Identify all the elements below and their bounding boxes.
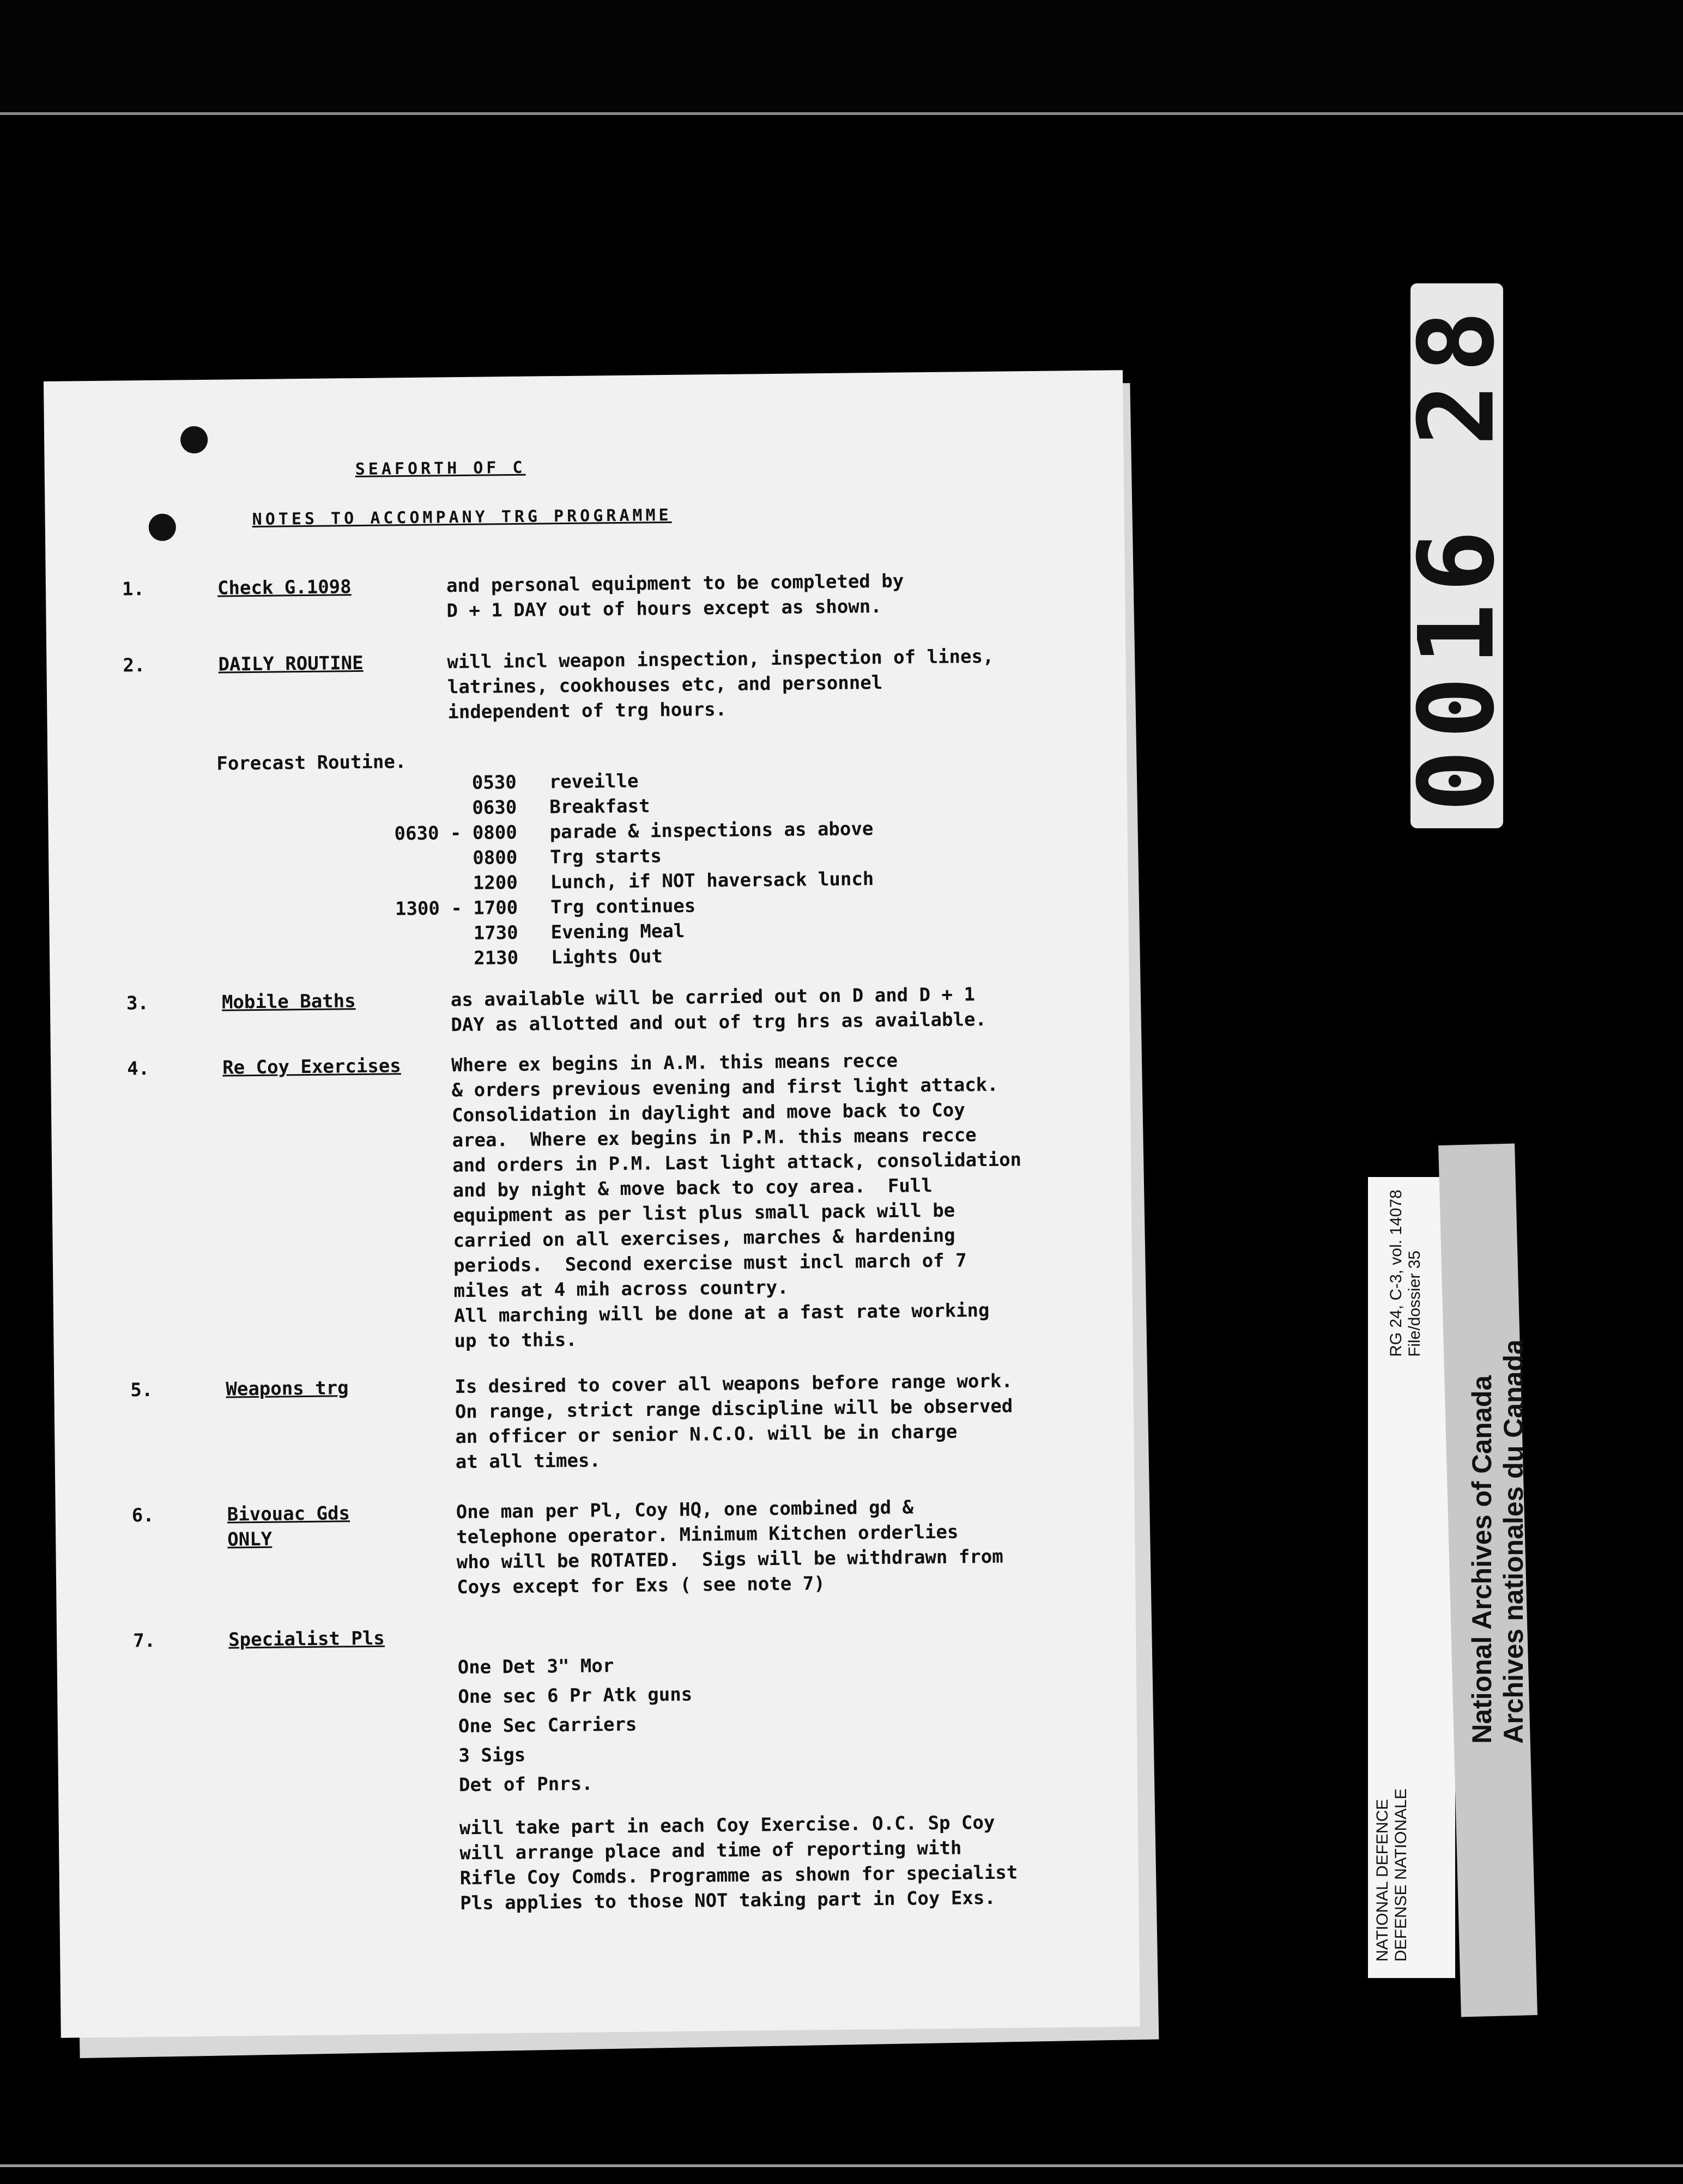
nd-line: DEFENSE NATIONALE bbox=[1392, 1788, 1410, 1962]
reference-line: File/dossier 35 bbox=[1406, 1250, 1424, 1357]
note-body bbox=[446, 567, 1101, 624]
routine-activity: parade & inspections as above bbox=[549, 818, 874, 844]
note-line: and personal equipment to be completed by bbox=[446, 570, 904, 597]
specialist-list-item: One Det 3" Mor bbox=[457, 1655, 614, 1679]
routine-time: 1200 bbox=[473, 871, 518, 894]
document-title: SEAFORTH OF C bbox=[355, 458, 526, 480]
specialist-list-item: 3 Sigs bbox=[458, 1744, 526, 1767]
note-item-6 bbox=[131, 1493, 1113, 1599]
routine-time: 0630 - 0800 bbox=[394, 821, 517, 845]
nac-line: National Archives of Canada bbox=[1467, 1375, 1497, 1744]
note-line: as available will be carried out on D and D + 1 bbox=[450, 984, 976, 1011]
note-line: carried on all exercises, marches & hardening bbox=[453, 1224, 955, 1252]
note-title: DAILY ROUTINE bbox=[218, 652, 364, 676]
note-line: Consolidation in daylight and move back to Coy bbox=[451, 1099, 965, 1127]
note-line: miles at 4 mih across country. bbox=[453, 1276, 789, 1302]
archive-reference bbox=[1387, 1190, 1424, 1357]
note-line: area. Where ex begins in P.M. this means recce bbox=[452, 1124, 977, 1152]
note-line: D + 1 DAY out of hours except as shown. bbox=[446, 595, 882, 622]
note-line: will incl weapon inspection, inspection of lines, bbox=[447, 645, 994, 674]
note-line: On range, strict range discipline will be observed bbox=[455, 1395, 1013, 1423]
note-number: 4. bbox=[127, 1058, 150, 1080]
note-line: Rifle Coy Comds. Programme as shown for specialist bbox=[459, 1861, 1018, 1890]
note-item-3 bbox=[126, 981, 1107, 1036]
note-number: 2. bbox=[123, 654, 146, 677]
forecast-routine-label: Forecast Routine. bbox=[216, 751, 407, 775]
note-number: 6. bbox=[131, 1504, 154, 1527]
note-title: Mobile Baths bbox=[221, 990, 356, 1014]
note-line: Pls applies to those NOT taking part in Coy Exs. bbox=[460, 1886, 996, 1915]
specialist-list-item: Det of Pnrs. bbox=[458, 1773, 593, 1797]
note-line: One man per Pl, Coy HQ, one combined gd & bbox=[456, 1496, 914, 1524]
routine-time: 1300 - 1700 bbox=[395, 896, 518, 920]
note-body bbox=[447, 643, 1101, 725]
note-body bbox=[451, 981, 1105, 1038]
note-title: Weapons trg bbox=[226, 1377, 349, 1400]
note-line: will take part in each Coy Exercise. O.C. Sp Coy bbox=[459, 1811, 995, 1840]
punch-hole-icon bbox=[149, 513, 177, 541]
document-page bbox=[44, 370, 1140, 2038]
note-title: Re Coy Exercises bbox=[222, 1055, 401, 1079]
note-item-4 bbox=[127, 1046, 1108, 1352]
specialist-list bbox=[458, 1648, 1113, 1803]
note-line: and orders in P.M. Last light attack, consolidation bbox=[452, 1149, 1022, 1177]
specialist-note bbox=[459, 1809, 1115, 1916]
note-body bbox=[456, 1493, 1111, 1600]
document-subtitle: NOTES TO ACCOMPANY TRG PROGRAMME bbox=[252, 505, 672, 530]
note-line: up to this. bbox=[454, 1328, 577, 1352]
note-number: 7. bbox=[133, 1629, 156, 1652]
top-rule bbox=[0, 112, 1683, 115]
reference-line: RG 24, C-3, vol. 14078 bbox=[1387, 1190, 1405, 1357]
nac-line: Archives nationales du Canada bbox=[1498, 1339, 1529, 1744]
bottom-rule bbox=[0, 2164, 1683, 2167]
national-archives-label bbox=[1466, 1339, 1529, 1744]
frame-number-stamp bbox=[1396, 283, 1517, 828]
note-item-5 bbox=[130, 1368, 1111, 1473]
note-line: independent of trg hours. bbox=[447, 698, 727, 724]
note-number: 5. bbox=[130, 1379, 153, 1402]
note-line: latrines, cookhouses etc, and personnel bbox=[447, 671, 883, 699]
routine-activity: Trg starts bbox=[549, 845, 662, 869]
note-line: equipment as per list plus small pack will be bbox=[452, 1199, 955, 1227]
routine-activity: Lunch, if NOT haversack lunch bbox=[550, 868, 874, 894]
note-item-2 bbox=[123, 643, 1104, 724]
note-body bbox=[455, 1368, 1110, 1475]
note-line: an officer or senior N.C.O. will be in charge bbox=[455, 1421, 958, 1448]
frame-number: 0016 28 bbox=[1396, 299, 1517, 812]
note-line: All marching will be done at a fast rate working bbox=[453, 1299, 990, 1327]
note-title: Specialist Pls bbox=[228, 1627, 385, 1651]
note-title: Bivouac Gds ONLY bbox=[227, 1502, 350, 1551]
specialist-list-item: One sec 6 Pr Atk guns bbox=[458, 1683, 693, 1708]
routine-activity: Breakfast bbox=[549, 795, 650, 818]
routine-time: 0800 bbox=[473, 846, 518, 869]
punch-hole-icon bbox=[180, 426, 208, 454]
note-line: telephone operator. Minimum Kitchen orderlies bbox=[456, 1521, 959, 1549]
note-line: and by night & move back to coy area. Full bbox=[452, 1175, 933, 1202]
note-item-7 bbox=[133, 1618, 1114, 1652]
routine-time: 0630 bbox=[472, 796, 517, 819]
note-line: & orders previous evening and first light attack. bbox=[451, 1073, 998, 1102]
routine-activity: Lights Out bbox=[550, 945, 663, 969]
note-body bbox=[451, 1046, 1109, 1354]
nd-line: NATIONAL DEFENCE bbox=[1373, 1799, 1391, 1962]
routine-time: 2130 bbox=[474, 947, 519, 969]
top-border bbox=[0, 0, 1683, 112]
note-line: Is desired to cover all weapons before range work. bbox=[455, 1370, 1013, 1398]
routine-time: 0530 bbox=[471, 771, 517, 794]
note-line: Where ex begins in A.M. this means recce bbox=[451, 1049, 898, 1077]
national-defence-label bbox=[1373, 1788, 1410, 1962]
routine-activity: reveille bbox=[549, 770, 639, 793]
specialist-list-item: One Sec Carriers bbox=[458, 1713, 637, 1738]
note-line: who will be ROTATED. Sigs will be withdrawn from bbox=[456, 1545, 1003, 1574]
note-item-1 bbox=[122, 567, 1103, 622]
note-title: Check G.1098 bbox=[217, 576, 352, 599]
note-line: Coys except for Exs ( see note 7) bbox=[457, 1573, 825, 1599]
routine-time: 1730 bbox=[473, 921, 518, 944]
routine-activity: Trg continues bbox=[550, 895, 696, 919]
routine-activity: Evening Meal bbox=[550, 920, 685, 944]
note-line: will arrange place and time of reporting with bbox=[459, 1837, 962, 1865]
note-line: DAY as allotted and out of trg hrs as available. bbox=[451, 1008, 987, 1036]
forecast-routine-table bbox=[353, 766, 1064, 974]
note-line: periods. Second exercise must incl march of 7 bbox=[453, 1249, 967, 1277]
note-number: 1. bbox=[122, 578, 145, 600]
note-line: at all times. bbox=[455, 1449, 601, 1473]
note-number: 3. bbox=[126, 992, 149, 1015]
